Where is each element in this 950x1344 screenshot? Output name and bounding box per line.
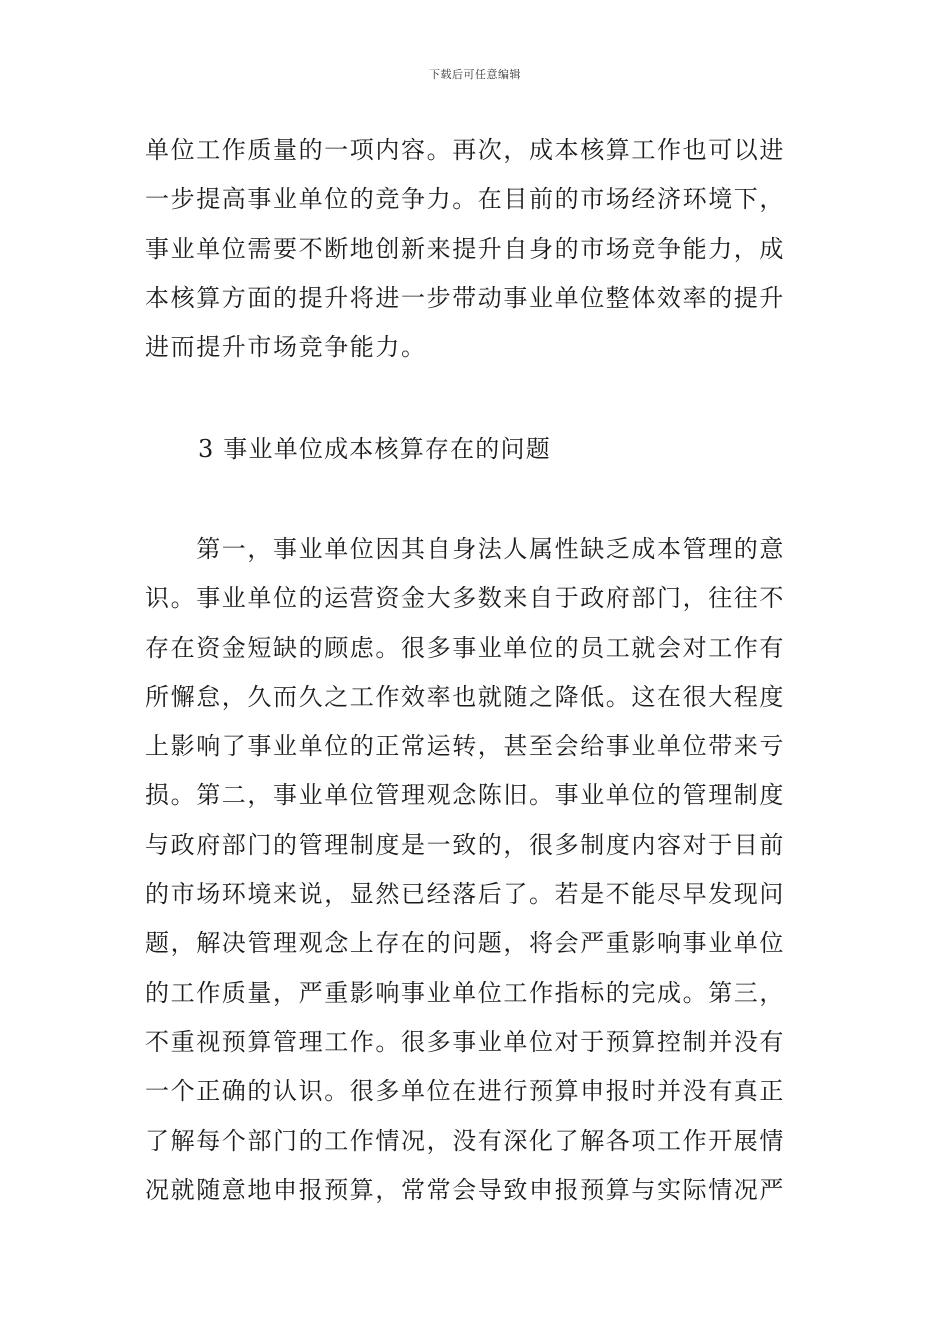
paragraph-2 (145, 525, 810, 1215)
paragraph-line: 第一，事业单位因其自身法人属性缺乏成本管理的意 (145, 535, 785, 563)
paragraph-line: 所懈怠，久而久之工作效率也就随之降低。这在很大程度 (145, 682, 785, 711)
paragraph-line: 与政府部门的管理制度是一致的，很多制度内容对于目前 (145, 830, 785, 859)
paragraph-line: 题，解决管理观念上存在的问题，将会严重影响事业单位 (145, 929, 785, 958)
paragraph-line: 单位工作质量的一项内容。再次，成本核算工作也可以进 (145, 136, 785, 164)
paragraph-line: 的工作质量，严重影响事业单位工作指标的完成。第三， (145, 978, 785, 1007)
paragraph-line: 一个正确的认识。很多单位在进行预算申报时并没有真正 (145, 1077, 785, 1106)
section-heading: 3 事业单位成本核算存在的问题 (198, 435, 551, 463)
paragraph-line: 不重视预算管理工作。很多事业单位对于预算控制并没有 (145, 1027, 785, 1056)
paragraph-line: 上影响了事业单位的正常运转，甚至会给事业单位带来亏 (145, 732, 785, 761)
paragraph-line: 识。事业单位的运营资金大多数来自于政府部门，往往不 (145, 584, 785, 613)
paragraph-line: 本核算方面的提升将进一步带动事业单位整体效率的提升 (145, 283, 785, 312)
paragraph-line: 一步提高事业单位的竞争力。在目前的市场经济环境下， (145, 185, 785, 214)
paragraph-line: 存在资金短缺的顾虑。很多事业单位的员工就会对工作有 (145, 633, 785, 662)
paragraph-line: 况就随意地申报预算，常常会导致申报预算与实际情况严 (145, 1175, 785, 1204)
paragraph-line: 了解每个部门的工作情况，没有深化了解各项工作开展情 (145, 1126, 785, 1155)
paragraph-line: 进而提升市场竞争能力。 (145, 333, 427, 362)
paragraph-line: 损。第二，事业单位管理观念陈旧。事业单位的管理制度 (145, 781, 785, 810)
paragraph-1 (145, 126, 810, 372)
paragraph-line: 事业单位需要不断地创新来提升自身的市场竞争能力，成 (145, 234, 785, 263)
paragraph-line: 的市场环境来说，显然已经落后了。若是不能尽早发现问 (145, 880, 785, 909)
page-header-note: 下载后可任意编辑 (429, 68, 521, 81)
